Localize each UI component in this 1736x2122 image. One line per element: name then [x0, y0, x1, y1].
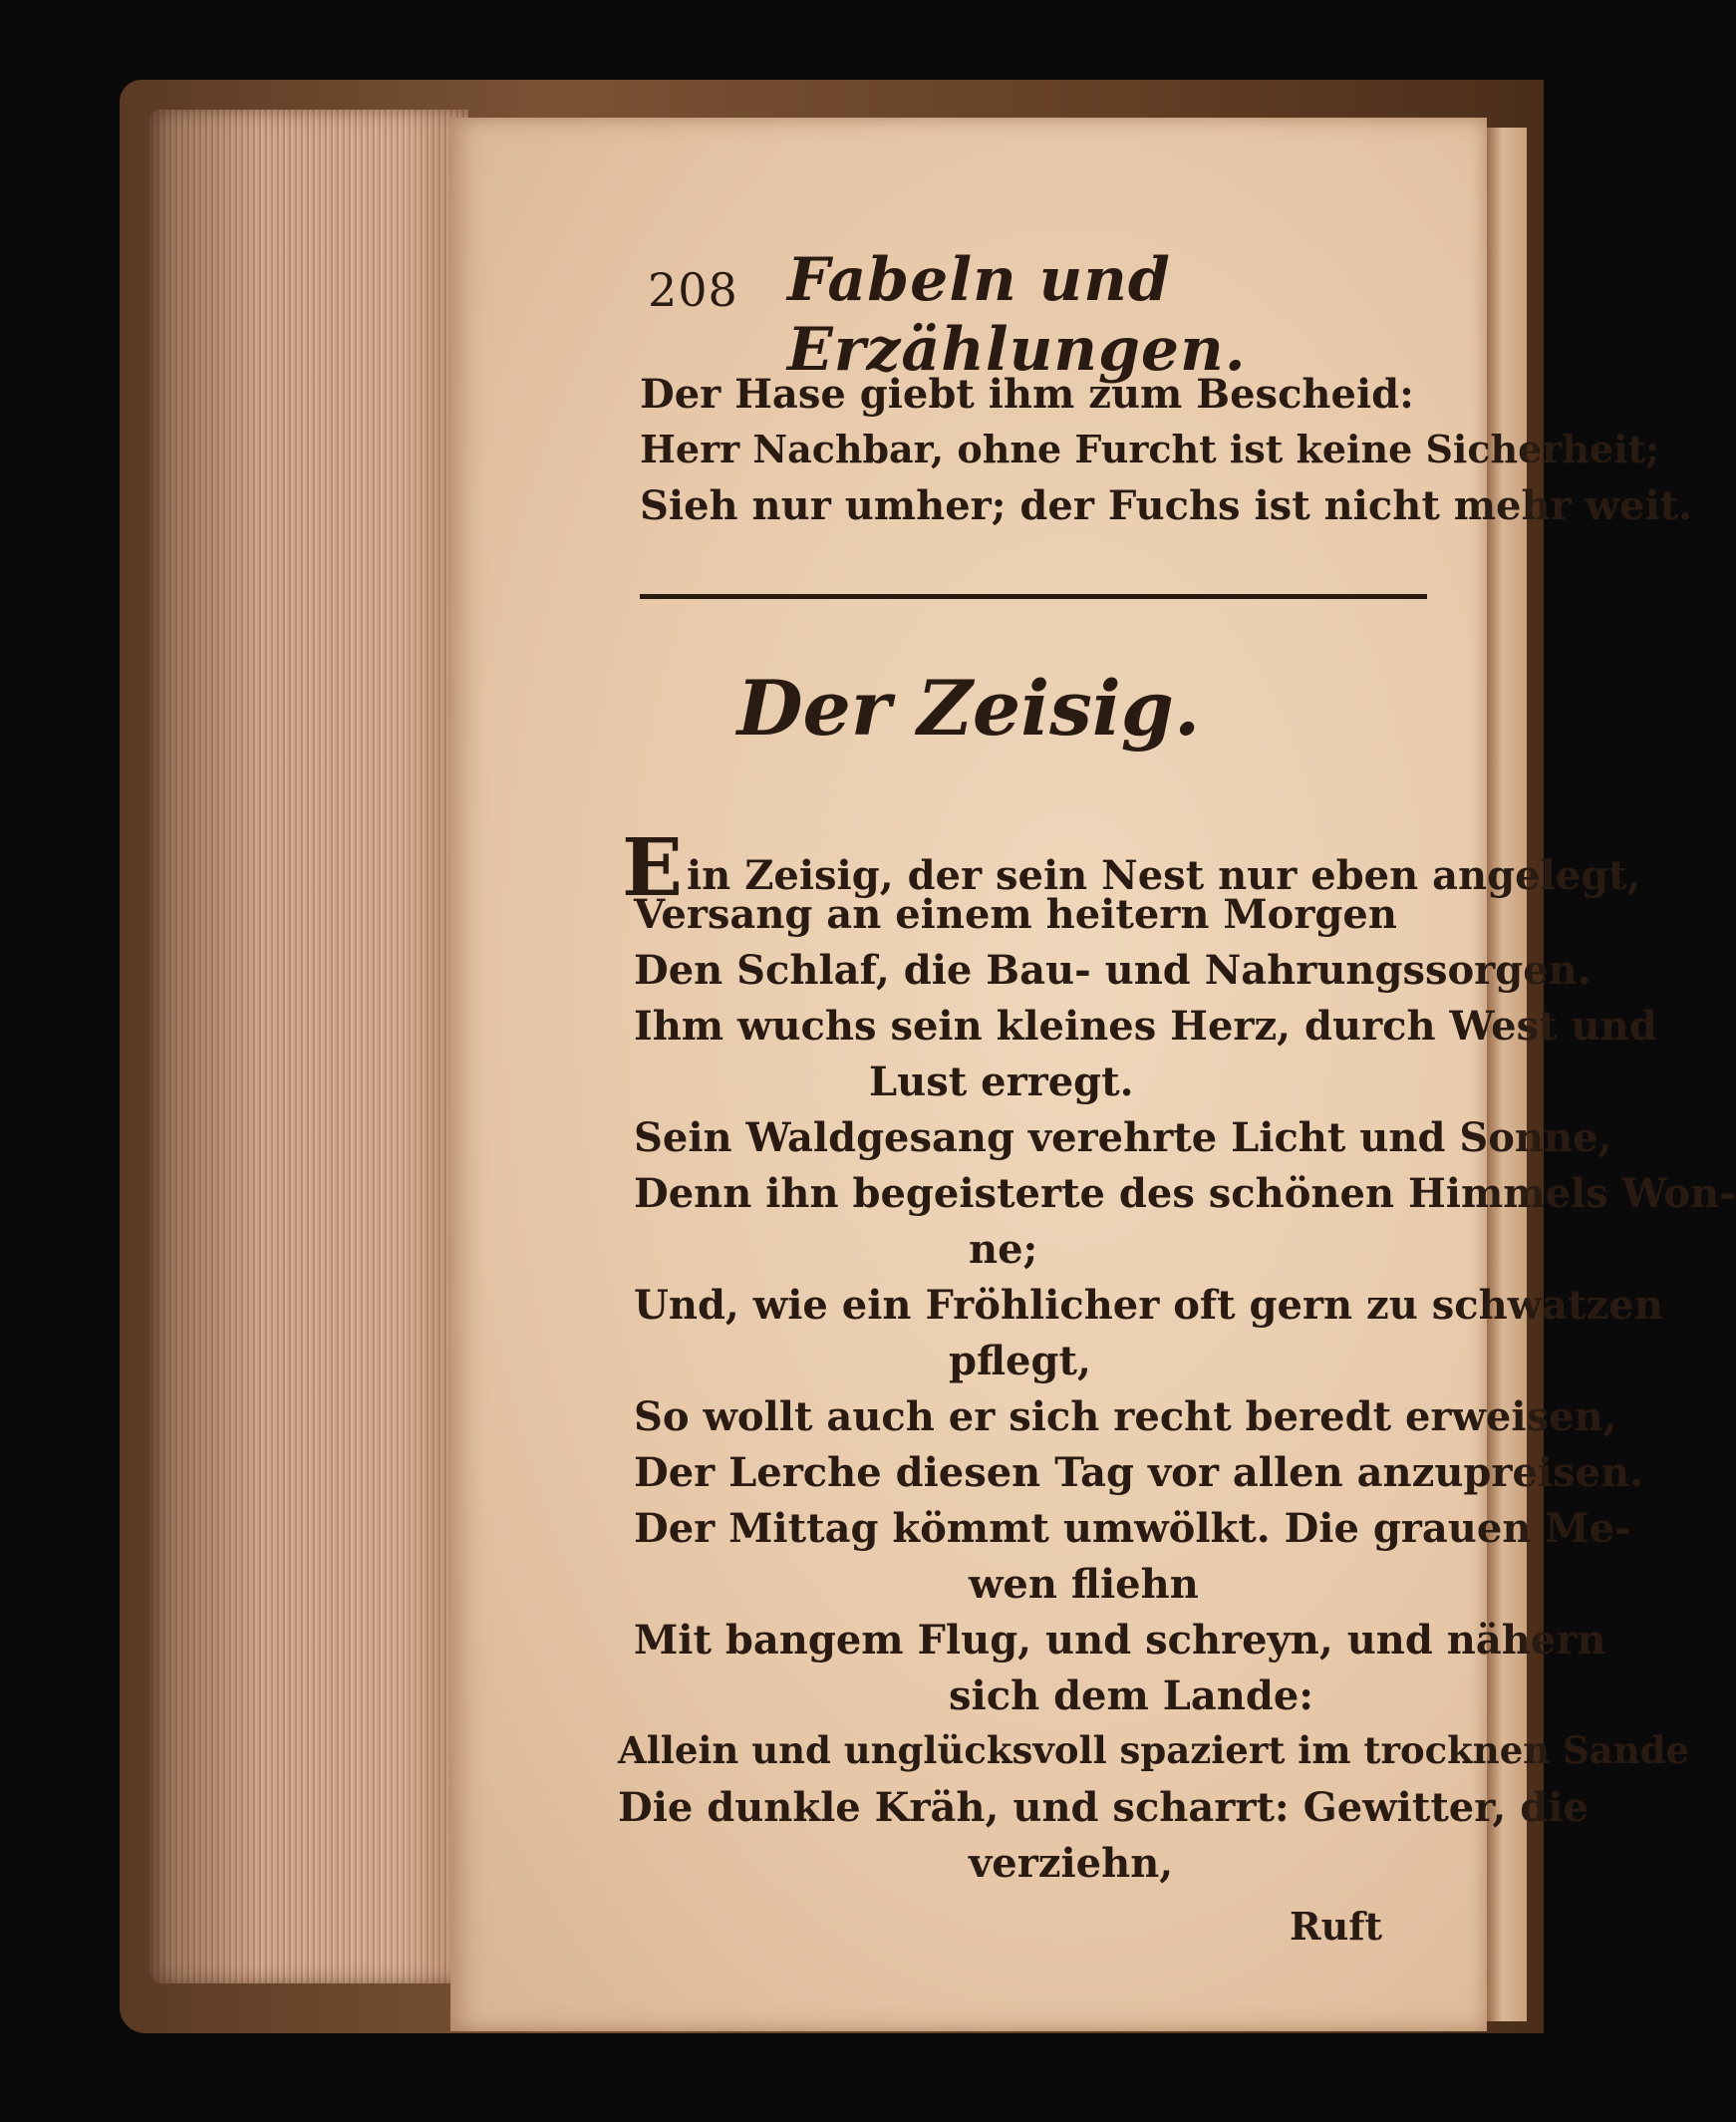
running-head: [648, 245, 1445, 385]
page-edges-shade: [149, 110, 468, 1983]
poem-line-text: in Zeisig, der sein Nest nur eben angelegt,: [686, 852, 1641, 899]
poem-line: Allein und unglücksvoll spaziert im trocknen Sande: [618, 1728, 1690, 1772]
poem-line: Den Schlaf, die Bau- und Nahrungssorgen.: [634, 947, 1591, 994]
poem-line: Der Mittag kömmt umwölkt. Die grauen Me-: [634, 1505, 1631, 1552]
running-title: Fabeln und Erzählungen.: [787, 245, 1247, 385]
section-divider: [640, 594, 1427, 599]
poem-line: Der Lerche diesen Tag vor allen anzupreisen.: [634, 1449, 1644, 1496]
poem-line-turnover: verziehn,: [969, 1840, 1174, 1887]
drop-cap: E: [622, 820, 683, 914]
poem-line: So wollt auch er sich recht beredt erweisen,: [634, 1393, 1617, 1440]
prev-poem-line: Sieh nur umher; der Fuchs ist nicht mehr weit.: [640, 482, 1693, 529]
catchword: Ruft: [1290, 1904, 1383, 1949]
poem-line: Versang an einem heitern Morgen: [634, 891, 1397, 938]
section-title: Der Zeisig.: [736, 664, 1201, 753]
poem-line: Und, wie ein Fröhlicher oft gern zu schwatzen: [634, 1282, 1663, 1329]
poem-line: Sein Waldgesang verehrte Licht und Sonne,: [634, 1114, 1612, 1161]
page-number: 208: [648, 263, 738, 317]
poem-line-turnover: sich dem Lande:: [949, 1672, 1314, 1719]
poem-line-turnover: Lust erregt.: [869, 1059, 1134, 1105]
poem-line-turnover: pflegt,: [949, 1338, 1091, 1384]
book-page: [450, 118, 1736, 2031]
prev-poem-line: Der Hase giebt ihm zum Bescheid:: [640, 371, 1414, 418]
poem-line-turnover: wen fliehn: [969, 1561, 1199, 1608]
poem-line: Die dunkle Kräh, und scharrt: Gewitter, die: [618, 1784, 1589, 1831]
poem-line: Denn ihn begeisterte des schönen Himmels Won-: [634, 1170, 1736, 1217]
prev-poem-line: Herr Nachbar, ohne Furcht ist keine Sicherheit;: [640, 427, 1660, 471]
poem-line: Ihm wuchs sein kleines Herz, durch West und: [634, 1003, 1657, 1050]
poem-line-turnover: ne;: [969, 1226, 1038, 1273]
poem-line: Mit bangem Flug, und schreyn, und nähern: [634, 1617, 1606, 1664]
